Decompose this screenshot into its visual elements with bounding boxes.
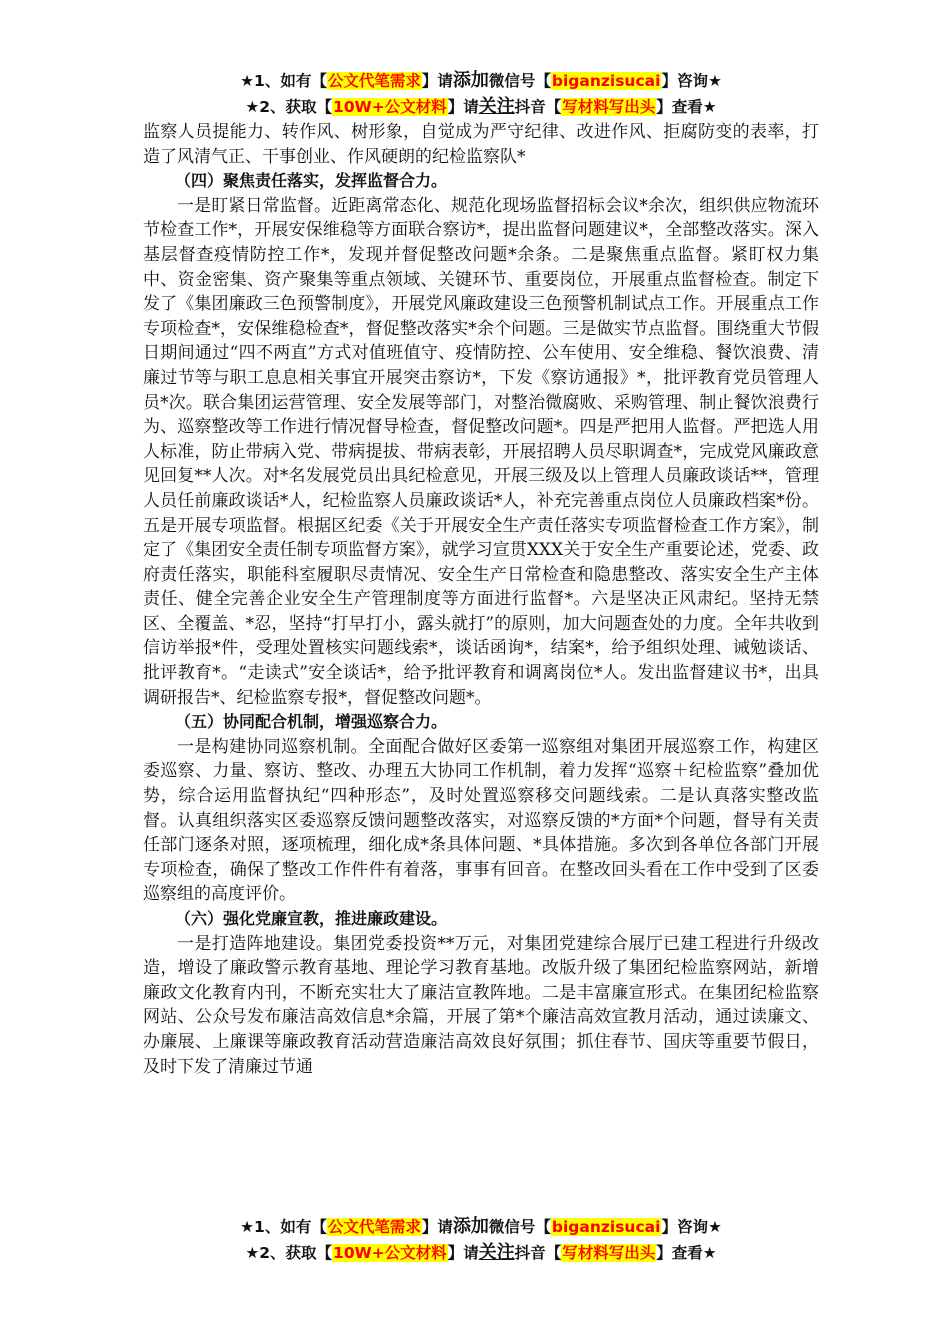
promo-text: 】查看★ bbox=[656, 98, 717, 116]
promo-text: 微信号【 bbox=[488, 72, 551, 90]
promo-highlight: 公文代笔需求 bbox=[327, 1218, 421, 1236]
promo-line-2 bbox=[143, 1240, 819, 1266]
promo-text: 抖音【 bbox=[514, 1244, 562, 1262]
promo-wechat-id: biganzisucai bbox=[551, 1218, 661, 1236]
promo-text: ★2、获取【 bbox=[245, 98, 333, 116]
section-heading: （四）聚焦责任落实，发挥监督合力。 bbox=[175, 171, 448, 191]
promo-text: 】咨询★ bbox=[661, 72, 722, 90]
promo-text: 】请 bbox=[447, 98, 479, 116]
paragraph: 监察人员提能力、转作风、树形象，自觉成为严守纪律、改进作风、拒腐防变的表率，打造了风清气正、干事创业、作风硬朗的纪检监察队* bbox=[143, 122, 819, 167]
paragraph: 一是盯紧日常监督。近距离常态化、规范化现场监督招标会议*余次，组织供应物流环节检查工作*，开展安保维稳等方面联合察访*，提出监督问题建议*，全部整改落实。深入基层督查疫情防控工作*，发现并督促整改问题*余条。二是聚焦重点监督。紧盯权力集中、资金密集、资产聚集等重点领域、关键环节、重要岗位，开展重点监督检查。制定下发了《集团廉政三色预警制度》，开展党风廉政建设三色预警机制试点工作。开展重点工作专项检查*，安保维稳检查*，督促整改落实*余个问题。三是做实节点监督。围绕重大节假日期间通过“四不两直”方式对值班值守、疫情防控、公车使用、安全维稳、餐饮浪费、清廉过节等与职工息息相关事宜开展突击察访*，下发《察访通报》*，批评教育党员管理人员*次。联合集团运营管理、安全发展等部门，对整治微腐败、采购管理、制止餐饮浪费行为、巡察整改等工作进行情况督导检查，督促整改问题*。四是严把用人监督。严把选人用人标准，防止带病入党、带病提拔、带病表彰，开展招聘人员尽职调查*，完成党风廉政意见回复**人次。对*名发展党员出具纪检意见，开展三级及以上管理人员廉政谈话**，管理人员任前廉政谈话*人，纪检监察人员廉政谈话*人，补充完善重点岗位人员廉政档案*份。五是开展专项监督。根据区纪委《关于开展安全生产责任落实专项监督检查工作方案》，制定了《集团安全责任制专项监督方案》，就学习宣贯XXX关于安全生产重要论述，党委、政府责任落实，职能科室履职尽责情况、安全生产日常检查和隐患整改、落实安全生产主体责任、健全完善企业安全生产管理制度等方面进行监督*。六是坚决正风肃纪。坚持无禁区、全覆盖、*忍，坚持“打早打小，露头就打”的原则，加大问题查处的力度。全年共收到信访举报*件，受理处置核实问题线索*，谈话函询*，结案*，给予组织处理、诫勉谈话、批评教育*。“走读式”安全谈话*，给予批评教育和调离岗位*人。发出监督建议书*，出具调研报告*、纪检监察专报*，督促整改问题*。 bbox=[143, 195, 819, 708]
promo-emphasis: 关注 bbox=[478, 96, 515, 117]
promo-highlight: 10W+公文材料 bbox=[333, 1244, 447, 1262]
promo-emphasis: 添加 bbox=[452, 1216, 489, 1237]
promo-emphasis: 关注 bbox=[478, 1242, 515, 1263]
promo-douyin-id: 写材料写出头 bbox=[562, 1244, 656, 1262]
promo-text: ★2、获取【 bbox=[245, 1244, 333, 1262]
promo-text: ★1、如有【 bbox=[240, 1218, 327, 1236]
paragraph: 一是构建协同巡察机制。全面配合做好区委第一巡察组对集团开展巡察工作，构建区委巡察、力量、察访、整改、办理五大协同工作机制，着力发挥“巡察＋纪检监察”叠加优势，综合运用监督执纪“四种形态”，及时处置巡察移交问题线索。二是认真落实整改监督。认真组织落实区委巡察反馈问题整改落实，对巡察反馈的*方面*个问题，督导有关责任部门逐条对照，逐项梳理，细化成*条具体问题、*具体措施。多次到各单位各部门开展专项检查，确保了整改工作件件有着落，事事有回音。在整改回头看在工作中受到了区委巡察组的高度评价。 bbox=[143, 736, 819, 905]
document-body bbox=[143, 120, 819, 1079]
promo-header bbox=[143, 68, 819, 120]
promo-text: 】查看★ bbox=[656, 1244, 717, 1262]
promo-text: 】请 bbox=[421, 1218, 453, 1236]
promo-emphasis: 添加 bbox=[452, 70, 489, 91]
paragraph: 一是打造阵地建设。集团党委投资**万元，对集团党建综合展厅已建工程进行升级改造，增设了廉政警示教育基地、理论学习教育基地。改版升级了集团纪检监察网站，新增廉政文化教育内刊，不断充实壮大了廉洁宣教阵地。二是丰富廉宣形式。在集团纪检监察网站、公众号发布廉洁高效信息*余篇，开展了第*个廉洁高效宣教月活动，通过读廉文、办廉展、上廉课等廉政教育活动营造廉洁高效良好氛围；抓住春节、国庆等重要节假日，及时下发了清廉过节通 bbox=[143, 933, 819, 1077]
promo-text: 抖音【 bbox=[514, 98, 562, 116]
document-page bbox=[143, 68, 819, 1079]
promo-line-2 bbox=[143, 94, 819, 120]
promo-douyin-id: 写材料写出头 bbox=[562, 98, 656, 116]
promo-text: 】请 bbox=[421, 72, 453, 90]
promo-text: 微信号【 bbox=[488, 1218, 551, 1236]
promo-highlight: 公文代笔需求 bbox=[327, 72, 421, 90]
promo-wechat-id: biganzisucai bbox=[551, 72, 661, 90]
promo-highlight: 10W+公文材料 bbox=[333, 98, 447, 116]
promo-line-1 bbox=[143, 68, 819, 94]
promo-text: 】请 bbox=[447, 1244, 479, 1262]
promo-text: 】咨询★ bbox=[661, 1218, 722, 1236]
promo-footer bbox=[143, 1214, 819, 1266]
section-heading: （六）强化党廉宣教，推进廉政建设。 bbox=[175, 909, 448, 928]
section-heading: （五）协同配合机制，增强巡察合力。 bbox=[175, 712, 448, 732]
promo-text: ★1、如有【 bbox=[240, 72, 327, 90]
promo-line-1 bbox=[143, 1214, 819, 1240]
